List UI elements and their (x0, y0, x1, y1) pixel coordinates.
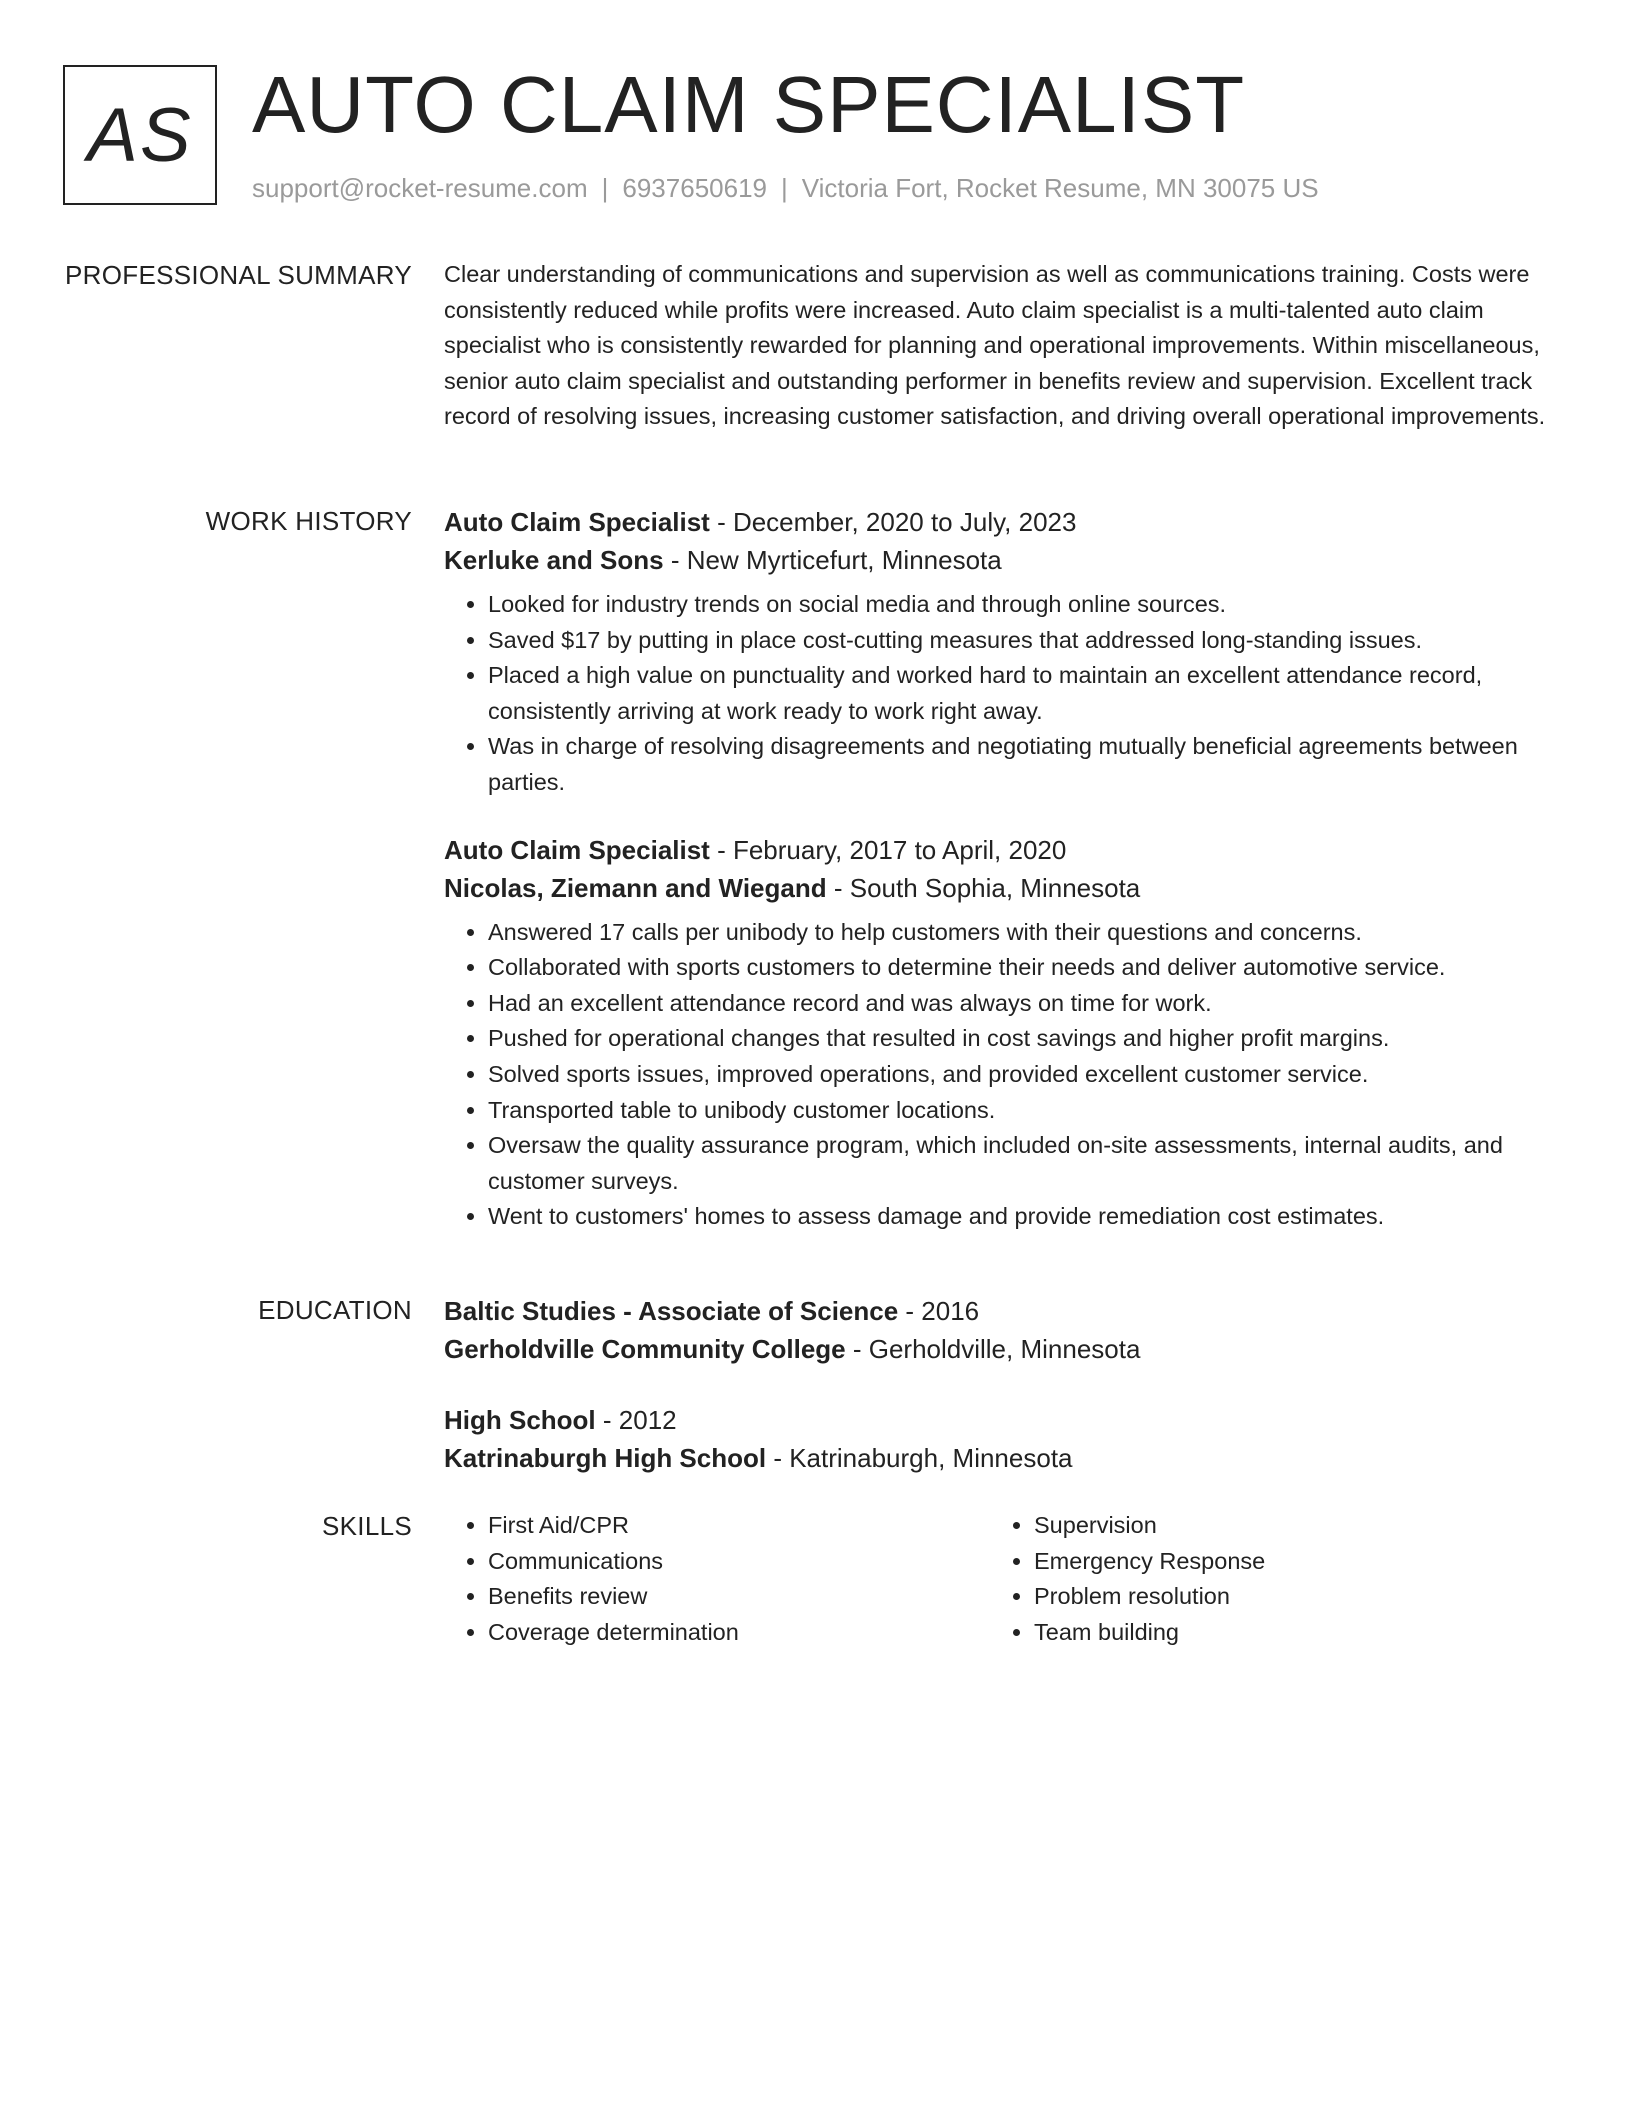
job-duty: • Collaborated with sports customers to determine their needs and deliver automotive service. (488, 950, 1554, 986)
resume-title: AUTO CLAIM SPECIALIST (252, 60, 1246, 149)
degree: Baltic Studies - Associate of Science (444, 1296, 899, 1326)
education-body (444, 1292, 1554, 1510)
job-title-line (444, 831, 1554, 869)
job-duty: • Saved $17 by putting in place cost-cutting measures that addressed long-standing issues. (488, 623, 1554, 659)
job-company-line (444, 541, 1554, 579)
contact-address: Victoria Fort, Rocket Resume, MN 30075 US (801, 173, 1319, 203)
job-duty: • Pushed for operational changes that resulted in cost savings and higher profit margins. (488, 1021, 1554, 1057)
job-dates: - December, 2020 to July, 2023 (709, 507, 1077, 537)
job-location: - South Sophia, Minnesota (826, 872, 1141, 903)
skills-list-left (444, 1508, 990, 1650)
job-duty: • Answered 17 calls per unibody to help customers with their questions and concerns. (488, 915, 1554, 951)
job-duties-list (444, 587, 1554, 801)
job-title: Auto Claim Specialist (444, 507, 710, 537)
graduation-year: - 2016 (898, 1296, 980, 1326)
degree: High School (444, 1405, 596, 1435)
degree-line (444, 1292, 1554, 1330)
graduation-year: - 2012 (595, 1405, 677, 1435)
job-title: Auto Claim Specialist (444, 834, 710, 865)
job-duty: • Looked for industry trends on social media and through online sources. (488, 587, 1554, 623)
summary-text: Clear understanding of communications and supervision as well as communications training. Costs were consistently reduced while profits were increased. Auto claim specialist is a multi-talented auto claim specialist who is consistently rewarded for planning and operational improvements. Within miscellaneous, senior auto claim specialist and outstanding performer in benefits review and supervision. Excellent track record of resolving issues, increasing customer satisfaction, and driving overall operational improvements. (444, 261, 1546, 430)
skills-list-right (990, 1508, 1536, 1650)
job-duty: • Was in charge of resolving disagreements and negotiating mutually beneficial agreements between parties. (488, 729, 1554, 800)
education-entry (444, 1292, 1554, 1368)
job-company: Kerluke and Sons (444, 545, 664, 575)
job-duty: • Solved sports issues, improved operations, and provided excellent customer service. (488, 1057, 1554, 1093)
contact-separator: | (601, 173, 609, 203)
section-heading-work-history: WORK HISTORY (205, 506, 412, 536)
school-line (444, 1330, 1554, 1368)
job-entry (444, 503, 1554, 801)
job-dates: - February, 2017 to April, 2020 (709, 834, 1067, 865)
section-heading-summary: PROFESSIONAL SUMMARY (65, 260, 412, 290)
contact-line (252, 173, 1319, 204)
contact-separator: | (781, 173, 788, 203)
skill-item: • Supervision (1034, 1508, 1536, 1544)
school-location: - Gerholdville, Minnesota (845, 1334, 1141, 1364)
section-heading-education: EDUCATION (258, 1295, 412, 1325)
skill-item: • Communications (488, 1544, 990, 1580)
school-name: Katrinaburgh High School (444, 1443, 767, 1473)
job-company-line (444, 869, 1554, 907)
degree-line (444, 1401, 1554, 1439)
job-company: Nicolas, Ziemann and Wiegand (444, 872, 827, 903)
school-location: - Katrinaburgh, Minnesota (766, 1443, 1073, 1473)
job-location: - New Myrticefurt, Minnesota (663, 545, 1002, 575)
skill-item: • Coverage determination (488, 1615, 990, 1651)
section-heading-skills: SKILLS (322, 1511, 412, 1541)
summary-body (444, 257, 1554, 435)
skills-grid (444, 1508, 1554, 1650)
monogram-logo: AS (63, 65, 217, 205)
contact-phone[interactable]: 6937650619 (622, 173, 767, 203)
skill-item: • Team building (1034, 1615, 1536, 1651)
job-duty: • Placed a high value on punctuality and worked hard to maintain an excellent attendance record, consistently arriving at work ready to work right away. (488, 658, 1554, 729)
skill-item: • Benefits review (488, 1579, 990, 1615)
job-duty: • Had an excellent attendance record and was always on time for work. (488, 986, 1554, 1022)
job-entry (444, 831, 1554, 1235)
education-entry (444, 1401, 1554, 1477)
job-title-line (444, 503, 1554, 541)
skills-body (444, 1508, 1554, 1650)
skill-item: • First Aid/CPR (488, 1508, 990, 1544)
job-duty: • Transported table to unibody customer locations. (488, 1093, 1554, 1129)
job-duty: • Went to customers' homes to assess damage and provide remediation cost estimates. (488, 1199, 1554, 1235)
school-name: Gerholdville Community College (444, 1334, 846, 1364)
job-duties-list (444, 915, 1554, 1235)
school-line (444, 1439, 1554, 1477)
work-history-body (444, 503, 1554, 1265)
job-duty: • Oversaw the quality assurance program, which included on-site assessments, internal audits, and customer surveys. (488, 1128, 1554, 1199)
skill-item: • Problem resolution (1034, 1579, 1536, 1615)
skill-item: • Emergency Response (1034, 1544, 1536, 1580)
resume-header (63, 60, 1572, 210)
contact-email[interactable]: support@rocket-resume.com (252, 173, 588, 203)
